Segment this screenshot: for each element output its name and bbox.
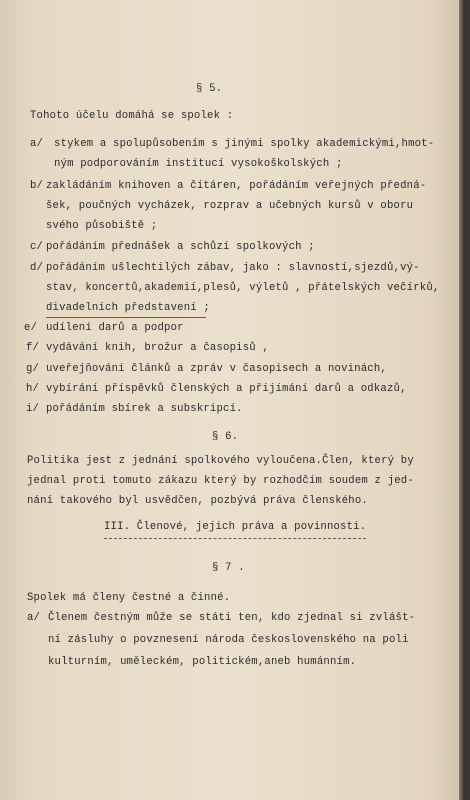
- item-a-line-1: stykem a spolupůsobením s jinými spolky akademickými,hmot-: [54, 138, 435, 150]
- item-i-line-1: pořádáním sbírek a subskripcí.: [46, 403, 243, 415]
- item-i-mark: i/: [26, 403, 40, 415]
- item-d-line-2: stav, koncertů,akademií,plesů, výletů , přátelských večírků,: [46, 282, 440, 294]
- item-d-line-3: divadelních představení ;: [46, 302, 210, 314]
- item-g-mark: g/: [26, 363, 40, 375]
- item-f-mark: f/: [26, 342, 40, 354]
- item-e-line-1: udílení darů a podpor: [46, 322, 184, 334]
- item-a-line-2: ným podporováním institucí vysokoškolských ;: [54, 158, 343, 170]
- page-edge-shadow: [459, 0, 465, 800]
- title-dashed-underline: [104, 538, 366, 539]
- item-g-line-1: uveřejňování článků a zpráv v časopisech a novinách,: [46, 363, 387, 375]
- section-5-intro: Tohoto účelu domáhá se spolek :: [30, 110, 234, 122]
- item-b-line-3: svého působiště ;: [46, 220, 158, 232]
- section-7-heading: § 7 .: [212, 562, 245, 574]
- item-a-mark: a/: [30, 138, 44, 150]
- section-6-line-1: Politika jest z jednání spolkového vyloučena.Člen, který by: [27, 455, 414, 467]
- item-d-line-1: pořádáním ušlechtilých zábav, jako : slavností,sjezdů,vý-: [46, 262, 420, 274]
- s7-item-a-line-2: ní zásluhy o povznesení národa československého na poli: [48, 634, 409, 646]
- item-b-line-1: zakládáním knihoven a čítáren, pořádáním veřejných předná-: [46, 180, 427, 192]
- item-h-line-1: vybírání příspěvků členských a přijímání darů a odkazů,: [46, 383, 407, 395]
- item-h-mark: h/: [26, 383, 40, 395]
- item-c-line-1: pořádáním přednášek a schůzí spolkových ;: [46, 241, 315, 253]
- item-d-mark: d/: [30, 262, 44, 274]
- item-c-mark: c/: [30, 241, 44, 253]
- s7-item-a-mark: a/: [27, 612, 41, 624]
- item-e-mark: e/: [24, 322, 38, 334]
- item-b-line-2: šek, poučných vycházek, rozprav a učebných kursů v oboru: [46, 200, 414, 212]
- item-f-line-1: vydávání knih, brožur a časopisů ,: [46, 342, 269, 354]
- s7-item-a-line-3: kulturním, uměleckém, politickém,aneb humánním.: [48, 656, 357, 668]
- section-6-line-2: jednal proti tomuto zákazu který by rozhodčím soudem z jed-: [27, 475, 414, 487]
- section-7-intro: Spolek má členy čestné a činné.: [27, 592, 231, 604]
- section-5-heading: § 5.: [196, 83, 223, 95]
- s7-item-a-line-1: Členem čestným může se státi ten, kdo zjednal si zvlášt-: [48, 612, 416, 624]
- section-6-line-3: nání takového byl usvědčen, pozbývá práva členského.: [27, 495, 368, 507]
- pink-underline: [46, 317, 206, 318]
- part-3-title: III. Členové, jejich práva a povinnosti.: [104, 521, 367, 533]
- item-b-mark: b/: [30, 180, 44, 192]
- section-6-heading: § 6.: [212, 431, 239, 443]
